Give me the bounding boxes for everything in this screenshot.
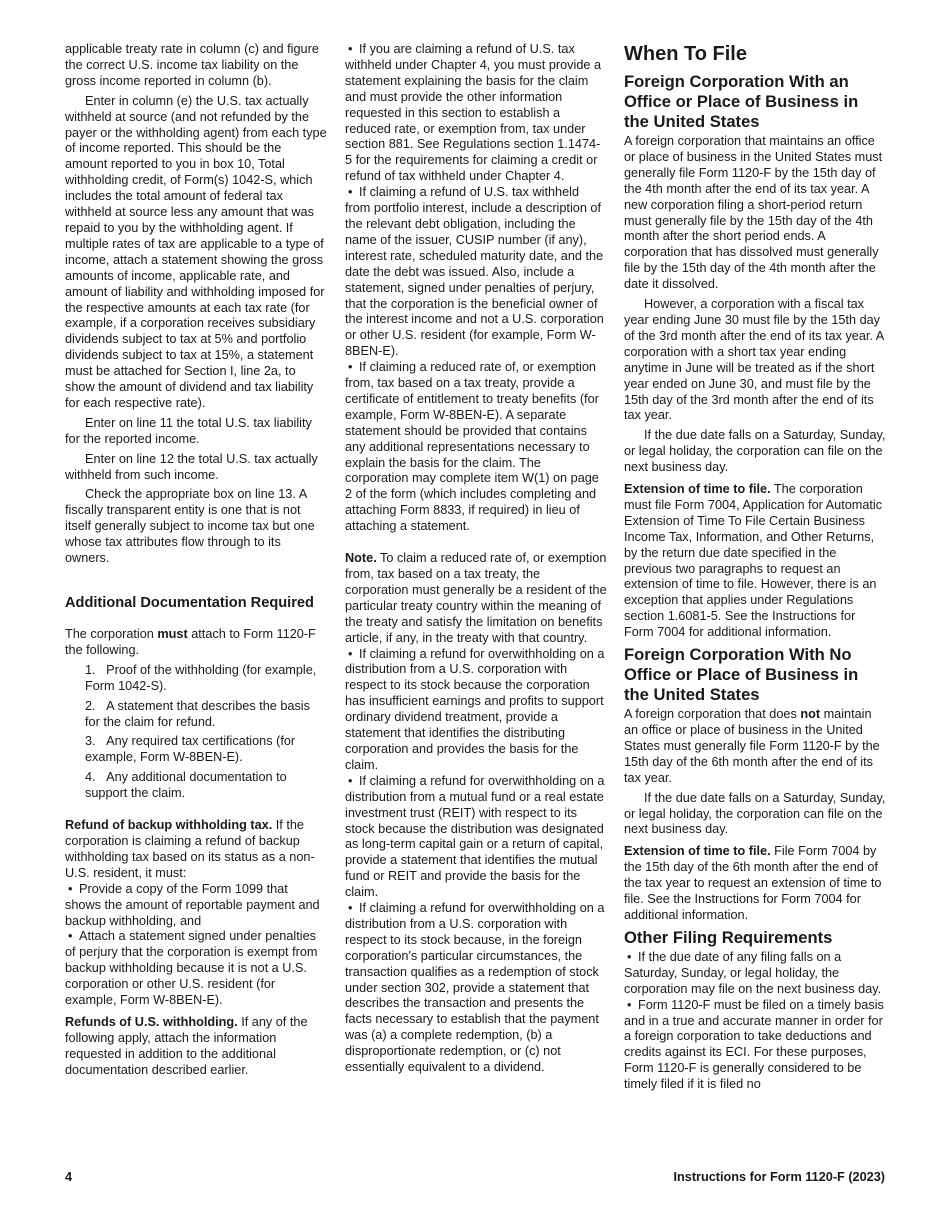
paragraph: If the due date falls on a Saturday, Sunday, or legal holiday, the corporation can file on the next business day.: [624, 790, 886, 837]
section-heading-additional-documentation: Additional Documentation Required: [65, 595, 314, 611]
bullet-item: [345, 42, 607, 185]
list-item: 1. Proof of the withholding (for example, Form 1042-S).: [85, 662, 317, 693]
text: maintain an office or place of business in the United States must generally file Form 1120-F by the 15th day of the 6th month after the end of its tax year.: [624, 707, 880, 785]
bullet-item: [345, 774, 607, 901]
paragraph: Enter on line 12 the total U.S. tax actually withheld from such income.: [65, 451, 318, 482]
text: If you are claiming a refund of U.S. tax withheld under Chapter 4, you must provide a statement explaining the basis for the claim and must provide the other information requested in this section to establish a reduced rate, or exemption from, tax under section 881. See Regulations section 1.1474-5 for the requirements for claiming a credit or refund of tax withheld under Chapter 4.: [345, 42, 602, 184]
bullet-item: [345, 185, 607, 360]
bullet-icon: •: [348, 185, 353, 200]
paragraph: A foreign corporation that maintains an office or place of business in the United States must generally file Form 1120-F by the 15th day of the 4th month after the end of its tax year. A new corporation filing a short-period return must generally file by the 15th day of the 4th month after the short period ends. A corporation that has dissolved must generally file by the 15th day of the 4th month after the date it dissolved.: [624, 134, 883, 292]
bullet-icon: •: [68, 881, 73, 896]
form-title: Instructions for Form 1120-F (2023): [673, 1170, 885, 1184]
text: A foreign corporation that does: [624, 707, 801, 722]
page-footer: [65, 1170, 885, 1188]
section-title-when-to-file: When To File: [624, 43, 747, 65]
column-3: [624, 42, 886, 1093]
paragraph: [624, 844, 886, 924]
column-1: [65, 42, 327, 1079]
paragraph: applicable treaty rate in column (c) and figure the correct U.S. income tax liability on the gross income reported in column (b).: [65, 42, 319, 88]
bullet-icon: •: [348, 646, 353, 661]
bullet-item: [65, 882, 327, 930]
list-item: 3. Any required tax certifications (for example, Form W-8BEN-E).: [85, 734, 296, 765]
bullet-item: [624, 998, 886, 1093]
heading-other-filing-requirements: Other Filing Requirements: [624, 927, 833, 947]
text: If the corporation is claiming a refund of backup withholding tax based on its status as a non-U.S. resident, it must:: [65, 818, 315, 880]
paragraph: However, a corporation with a fiscal tax year ending June 30 must file by the 15th day of the 3rd month after the end of its tax year. A corporation with a short tax year ending anytime in June will be treated as if the short year ended on June 30, and must file by the 15th day of the 3rd month after the end of its tax year.: [624, 297, 884, 423]
paragraph: [624, 707, 886, 787]
bullet-icon: •: [348, 901, 353, 916]
run-in-heading: Extension of time to file.: [624, 482, 771, 497]
bullet-item: [65, 929, 327, 1009]
text: attach to Form 1120-F the following.: [65, 627, 316, 657]
text: The corporation must file Form 7004, Application for Automatic Extension of Time To File Certain Business Income Tax, Information, and Other Returns, by the return due date specified in the previous two paragraphs to request an extension of time to file. However, there is an exception that applies under Regulations section 1.6081-5. See the Instructions for Form 7004 for additional information.: [624, 482, 883, 640]
paragraph: [65, 818, 327, 882]
bullet-item: [345, 901, 607, 1076]
list-item: 4. Any additional documentation to support the claim.: [85, 770, 287, 801]
run-in-heading: Refunds of U.S. withholding.: [65, 1014, 238, 1029]
text: To claim a reduced rate of, or exemption from, tax based on a tax treaty, the corporation must generally be a resident of the particular treaty country within the meaning of the treaty and satisfy the limitation on benefits article, if any, in the treaty with that country.: [345, 551, 607, 645]
text: If the due date of any filing falls on a Saturday, Sunday, or legal holiday, the corporation may file on the next business day.: [624, 949, 882, 996]
note-label: Note.: [345, 551, 377, 566]
text: If claiming a refund of U.S. tax withheld from portfolio interest, include a description of the relevant debt obligation, including the name of the issuer, CUSIP number (if any), interest rate, scheduled maturity date, and the date the debt was issued. Also, include a statement, signed under penalties of perjury, that the corporation is the beneficial owner of the interest income and not a U.S. corporation or other U.S. resident (for example, Form W-8BEN-E).: [345, 185, 604, 359]
emphasis: not: [800, 707, 821, 722]
paragraph: If the due date falls on a Saturday, Sunday, or legal holiday, the corporation can file on the next business day.: [624, 428, 886, 475]
paragraph: [65, 627, 327, 659]
bullet-icon: •: [348, 42, 353, 56]
text: Provide a copy of the Form 1099 that shows the amount of reportable payment and backup withholding, and: [65, 881, 320, 928]
column-2: [345, 42, 607, 1076]
bullet-icon: •: [627, 997, 632, 1012]
list-item: 2. A statement that describes the basis for the claim for refund.: [85, 698, 310, 729]
run-in-heading: Extension of time to file.: [624, 844, 771, 859]
bullet-icon: •: [348, 360, 353, 375]
text: If claiming a reduced rate of, or exemption from, tax based on a tax treaty, provide a certificate of entitlement to treaty benefits (for example, Form W-8BEN-E). A separate statement should be provided that contains any additional representations necessary to explain the basis for the claim. The corporation may complete item W(1) on page 2 of the form (which includes completing and attaching Form 8833, if required) in lieu of attaching a statement.: [345, 360, 599, 534]
note: [345, 551, 607, 646]
bullet-item: [345, 647, 607, 774]
bullet-icon: •: [68, 929, 73, 944]
text: If any of the following apply, attach the information requested in addition to the additional documentation described earlier.: [65, 1014, 308, 1077]
bullet-item: [345, 360, 607, 535]
bullet-icon: •: [627, 949, 632, 964]
heading-office-in-us: Foreign Corporation With an Office or Place of Business in the United States: [624, 72, 859, 131]
text: Form 1120-F must be filed on a timely basis and in a true and accurate manner in order for a foreign corporation to take deductions and credits against its ECI. For these purposes, Form 1120-F is generally considered to be timely filed if it is filed no: [624, 997, 884, 1092]
text: If claiming a refund for overwithholding on a distribution from a mutual fund or a real estate investment trust (REIT) with respect to its stock because the distribution was designated as long-term capital gain or a return of capital, provide a statement that identifies the mutual fund or REIT and provide the basis for the claim.: [345, 773, 605, 900]
run-in-heading: Refund of backup withholding tax.: [65, 818, 273, 833]
paragraph: [624, 482, 886, 641]
text: The corporation: [65, 627, 158, 641]
text: If claiming a refund for overwithholding on a distribution from a U.S. corporation with respect to its stock because the corporation has insufficient earnings and profits to support ordinary dividend treatment, provide a statement that identifies the distributing corporation and provides the basis for the claim.: [345, 646, 605, 772]
paragraph: Enter in column (e) the U.S. tax actually withheld at source (and not refunded by the payer or the withholding agent) from each type of income reported. This should be the amount reported to you in box 10, Total withholding credit, of Form(s) 1042-S, which includes the total amount of federal tax withheld at source less any amount that was repaid to you by the withholding agent. If multiple rates of tax are applicable to a type of income, attach a statement showing the gross amounts of income, applicable rate, and amount of liability and withholding imposed for the respective amounts at each tax rate (for example, if a corporation receives subsidiary dividends subject to tax at 5% and portfolio dividends subject to tax at 15%, a statement must be attached for Section I, line 2a, to show the amount of dividend and tax liability for each respective rate).: [65, 93, 327, 410]
emphasis: must: [157, 627, 188, 641]
bullet-icon: •: [348, 773, 353, 788]
paragraph: Enter on line 11 the total U.S. tax liability for the reported income.: [65, 415, 312, 446]
bullet-item: [624, 950, 886, 998]
text: If claiming a refund for overwithholding on a distribution from a U.S. corporation with respect to its stock because, in the foreign corporation's particular circumstances, the transaction qualifies as a redemption of stock under section 302, provide a statement that describes the transaction and presents the facts necessary to establish that the payment was (a) a complete redemption, (b) a disproportionate redemption, or (c) not essentially equivalent to a dividend.: [345, 901, 605, 1075]
heading-no-office-in-us: Foreign Corporation With No Office or Place of Business in the United States: [624, 645, 859, 705]
paragraph: [65, 1015, 327, 1079]
paragraph: Check the appropriate box on line 13. A fiscally transparent entity is one that is not itself generally subject to income tax but one whose tax attributes flow through to its owners.: [65, 487, 315, 566]
text: Attach a statement signed under penalties of perjury that the corporation is exempt from backup withholding because it is not a U.S. corporation or other U.S. resident (for example, Form W-8BEN-E).: [65, 929, 318, 1008]
text: File Form 7004 by the 15th day of the 6th month after the end of the tax year to request an extension of time to file. See the Instructions for Form 7004 for additional information.: [624, 844, 882, 922]
page-number: 4: [65, 1170, 73, 1184]
